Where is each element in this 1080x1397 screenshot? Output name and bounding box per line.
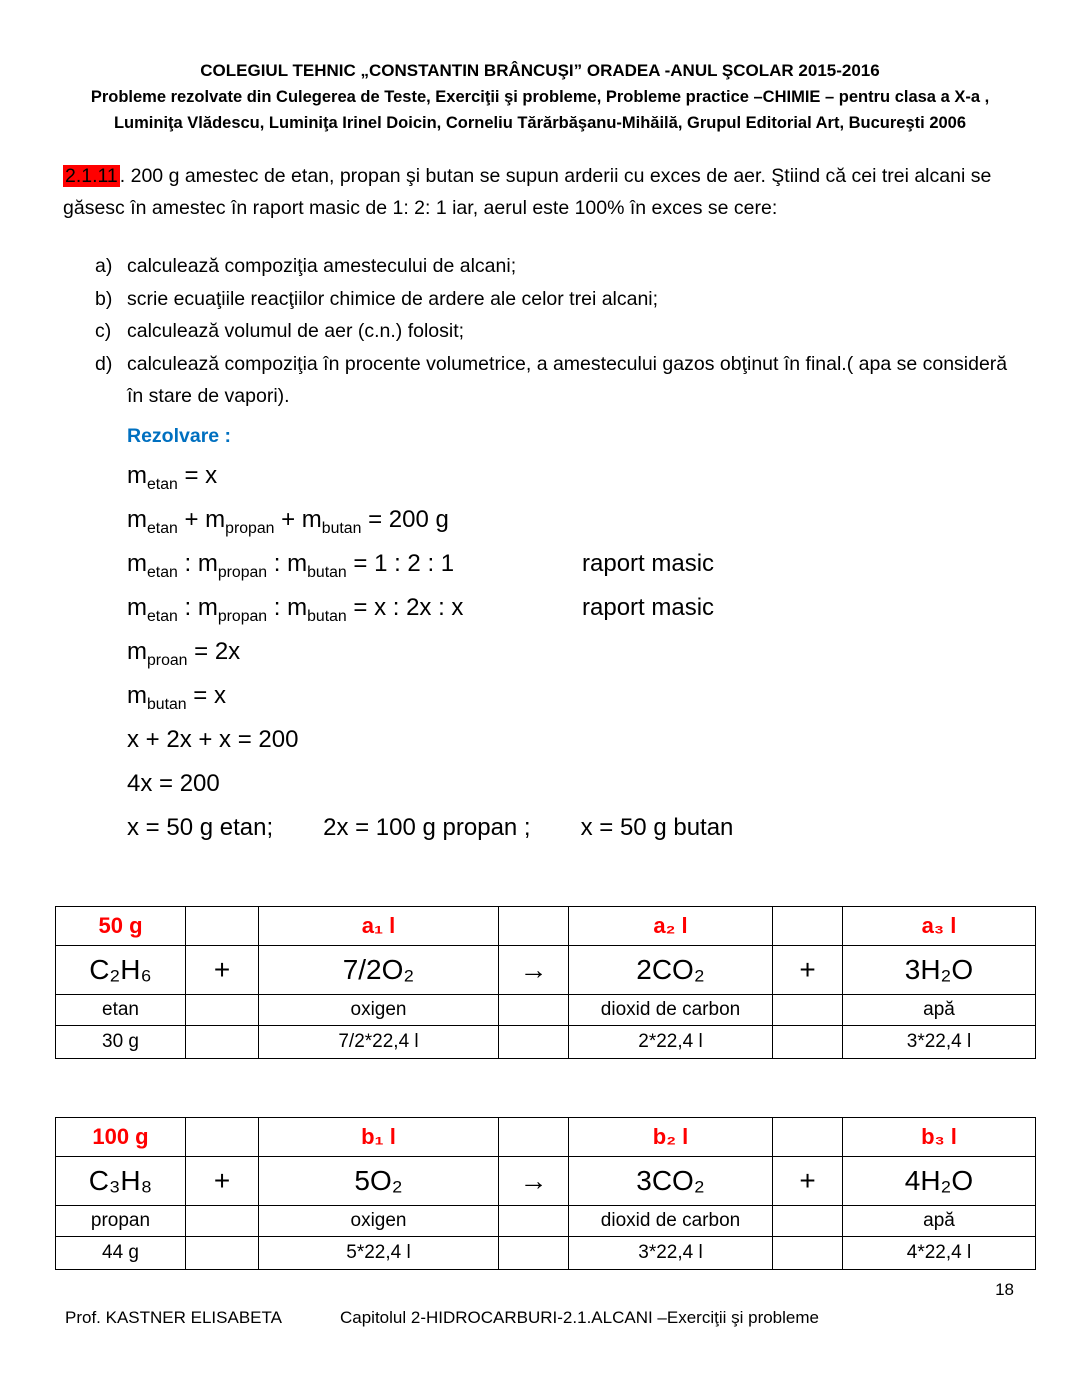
problem-number-highlight: 2.1.11 [65, 165, 118, 187]
table-cell: 4H₂O [843, 1156, 1036, 1205]
table-row-names [56, 1205, 1036, 1236]
document-header [63, 58, 1017, 136]
table-cell: a₃ l [843, 906, 1036, 945]
table-cell: 30 g [56, 1025, 186, 1058]
page-number: 18 [995, 1280, 1014, 1299]
table-cell: 7/2*22,4 l [259, 1025, 499, 1058]
problem-statement [63, 160, 1017, 224]
table-cell [186, 1236, 259, 1269]
table-cell: 4*22,4 l [843, 1236, 1036, 1269]
header-authors-line: Luminiţa Vlădescu, Luminiţa Irinel Doicin, Corneliu Tărărbăşanu-Mihăilă, Grupul Editorial Art, Bucureşti 2006 [113, 114, 967, 132]
table-cell [499, 1117, 569, 1156]
reaction-table-etan [55, 906, 1036, 1059]
table-cell: + [186, 945, 259, 994]
table-cell: 3*22,4 l [843, 1025, 1036, 1058]
table-cell [186, 906, 259, 945]
table-cell: + [773, 945, 843, 994]
table-cell [186, 1117, 259, 1156]
table-row-quantities [56, 1236, 1036, 1269]
table-cell: 44 g [56, 1236, 186, 1269]
list-item-marker: a) [95, 255, 113, 277]
table-cell: 3CO₂ [569, 1156, 773, 1205]
list-item-marker: b) [95, 287, 113, 310]
table-cell: b₂ l [569, 1117, 773, 1156]
table-cell: 7/2O₂ [259, 945, 499, 994]
arrow-cell: → [499, 1156, 569, 1205]
table-cell: 100 g [56, 1117, 186, 1156]
table-cell [773, 1236, 843, 1269]
list-item-text: scrie ecuaţiile reacţiilor chimice de ardere ale celor trei alcani; [127, 287, 659, 310]
table-row-header [56, 1117, 1036, 1156]
table-cell: a₂ l [569, 906, 773, 945]
table-row-quantities [56, 1025, 1036, 1058]
math-line: $m_{proan} = 2x$ [127, 637, 241, 669]
math-line: $m_{etan}$ : $m_{propan}$ : $m_{butan} = 1$ : 2 : 1 raport masic [127, 549, 715, 581]
math-line: x + 2x + x = 200 [127, 725, 299, 753]
table-cell: dioxid de carbon [569, 994, 773, 1025]
table-cell: 50 g [56, 906, 186, 945]
math-line: $m_{etan} + m_{propan} + m_{butan} = 200$ g [127, 505, 449, 537]
list-item [95, 283, 1017, 316]
table-cell: 5*22,4 l [259, 1236, 499, 1269]
list-item-text: calculează volumul de aer (c.n.) folosit; [127, 320, 465, 342]
table-cell: b₃ l [843, 1117, 1036, 1156]
table-cell [499, 994, 569, 1025]
table-row-header [56, 906, 1036, 945]
footer-author: Prof. KASTNER ELISABETA [65, 1308, 282, 1327]
table-cell [186, 1025, 259, 1058]
table-row-formula [56, 1156, 1036, 1205]
table-cell: C₃H₈ [56, 1156, 186, 1205]
math-line: 4x = 200 [127, 769, 220, 797]
list-item-text: calculează compoziţia în procente volumetrice, a amestecului gazos obţinut în final.( apa se consideră în stare de vapori). [127, 352, 1008, 407]
solution-work [127, 462, 1017, 842]
table-cell: + [773, 1156, 843, 1205]
table-cell: apă [843, 1205, 1036, 1236]
table-cell [773, 1025, 843, 1058]
table-cell: 3H₂O [843, 945, 1036, 994]
problem-text: . 200 g amestec de etan, propan şi butan se supun arderii cu exces de aer. Ştiind că cei trei alcani se găsesc în amestec în raport masic de 1: 2: 1 iar, aerul este 100% în exces se cere: [63, 165, 992, 219]
table-row-formula [56, 945, 1036, 994]
math-line: $m_{butan} = x$ [127, 681, 226, 713]
list-item [95, 250, 1017, 283]
list-item [95, 348, 1017, 413]
math-line: $m_{etan} = x$ [127, 461, 218, 493]
table-cell: apă [843, 994, 1036, 1025]
list-item-marker: c) [95, 320, 112, 342]
header-school-line: COLEGIUL TEHNIC „CONSTANTIN BRÂNCUŞI” ORADEA -ANUL ŞCOLAR 2015-2016 [200, 61, 880, 80]
table-cell [499, 1236, 569, 1269]
list-item-text: calculează compoziţia amestecului de alcani; [127, 255, 517, 277]
reaction-table-propan [55, 1117, 1036, 1270]
table-cell: 2CO₂ [569, 945, 773, 994]
solution-label: Rezolvare : [127, 424, 232, 447]
math-line: x = 50 g etan; 2x = 100 g propan ; x = 50 g butan [127, 813, 734, 841]
table-cell: propan [56, 1205, 186, 1236]
header-source-line: Probleme rezolvate din Culegerea de Teste, Exerciţii şi probleme, Probleme practice –CHIMIE – pentru clasa a X-a , [90, 88, 990, 106]
footer-chapter: Capitolul 2-HIDROCARBURI-2.1.ALCANI –Exerciţii şi probleme [340, 1308, 819, 1327]
table-cell [499, 1025, 569, 1058]
math-line: $m_{etan}$ : $m_{propan}$ : $m_{butan} = x$ : 2x : x raport masic [127, 593, 715, 625]
table-cell: b₁ l [259, 1117, 499, 1156]
table-cell: C₂H₆ [56, 945, 186, 994]
list-item-marker: d) [95, 352, 113, 375]
table-cell: 3*22,4 l [569, 1236, 773, 1269]
table-cell [773, 906, 843, 945]
table-cell: 5O₂ [259, 1156, 499, 1205]
table-cell [499, 906, 569, 945]
table-cell: etan [56, 994, 186, 1025]
question-list [63, 250, 1017, 413]
table-cell: 2*22,4 l [569, 1025, 773, 1058]
arrow-cell: → [499, 945, 569, 994]
table-cell [773, 1205, 843, 1236]
table-cell [499, 1205, 569, 1236]
table-cell: + [186, 1156, 259, 1205]
table-cell: oxigen [259, 994, 499, 1025]
table-cell: a₁ l [259, 906, 499, 945]
table-cell [773, 1117, 843, 1156]
table-row-names [56, 994, 1036, 1025]
list-item [95, 315, 1017, 348]
table-cell [186, 994, 259, 1025]
table-cell: dioxid de carbon [569, 1205, 773, 1236]
table-cell [186, 1205, 259, 1236]
table-cell: oxigen [259, 1205, 499, 1236]
table-cell [773, 994, 843, 1025]
